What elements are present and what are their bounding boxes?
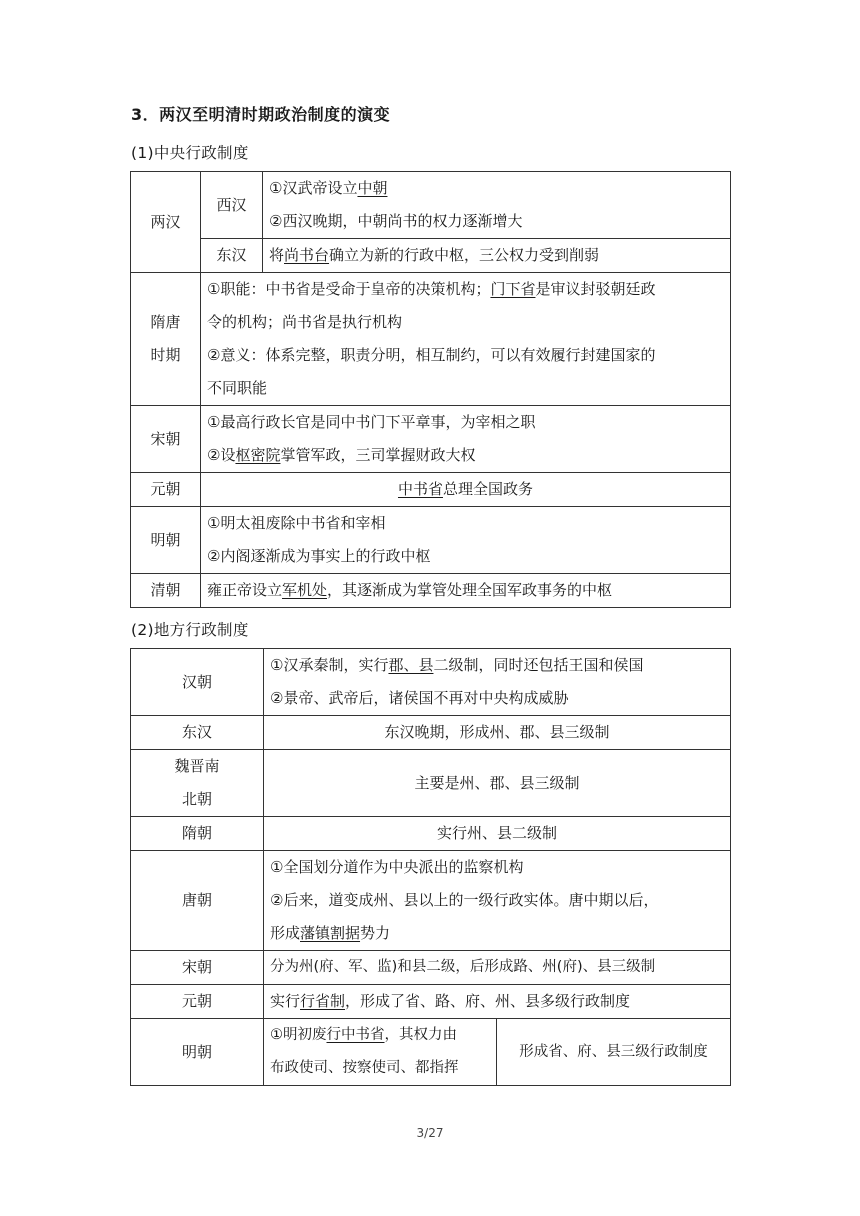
table-row [131,574,731,608]
table-row [131,817,731,851]
table-row [131,716,731,750]
content-cell: 分为州(府、军、监)和县二级，后形成路、州(府)、县三级制 [264,951,731,985]
table-row [131,951,731,985]
dynasty-cell: 清朝 [131,574,201,608]
dynasty-cell: 隋朝 [131,817,264,851]
table-row [131,750,731,817]
dynasty-cell: 明朝 [131,507,201,574]
table-row [131,507,731,574]
table-row [131,1019,731,1086]
content-cell: 中书省总理全国政务 [201,473,731,507]
central-admin-table [130,171,731,608]
content-cell: ①最高行政长官是同中书门下平章事，为宰相之职 ②设枢密院掌管军政，三司掌握财政大权 [201,406,731,473]
content-cell: ①汉承秦制，实行郡、县二级制，同时还包括王国和侯国 ②景帝、武帝后，诸侯国不再对中央构成威胁 [264,649,731,716]
dynasty-cell: 唐朝 [131,851,264,951]
content-cell: ①全国划分道作为中央派出的监察机构 ②后来，道变成州、县以上的一级行政实体。唐中期以后， 形成藩镇割据势力 [264,851,731,951]
content-cell: ①职能：中书省是受命于皇帝的决策机构；门下省是审议封驳朝廷政 令的机构；尚书省是执行机构 ②意义：体系完整，职责分明，相互制约，可以有效履行封建国家的 不同职能 [201,273,731,406]
dynasty-cell: 宋朝 [131,406,201,473]
table-row [131,985,731,1019]
table-row [131,172,731,239]
table-row [131,239,731,273]
content-cell: 雍正帝设立军机处，其逐渐成为掌管处理全国军政事务的中枢 [201,574,731,608]
content-cell: 形成省、府、县三级行政制度 [497,1019,731,1086]
table-row [131,406,731,473]
section-title: 3．两汉至明清时期政治制度的演变 [131,105,391,124]
central-heading: (1)中央行政制度 [131,144,249,162]
content-cell: 将尚书台确立为新的行政中枢，三公权力受到削弱 [263,239,731,273]
content-cell: 东汉晚期，形成州、郡、县三级制 [264,716,731,750]
table-row [131,851,731,951]
content-cell: 实行行省制，形成了省、路、府、州、县多级行政制度 [264,985,731,1019]
table-row [131,473,731,507]
content-cell: ①明太祖废除中书省和宰相 ②内阁逐渐成为事实上的行政中枢 [201,507,731,574]
content-cell: 实行州、县二级制 [264,817,731,851]
dynasty-cell: 元朝 [131,985,264,1019]
dynasty-cell: 西汉 [201,172,263,239]
dynasty-cell: 宋朝 [131,951,264,985]
dynasty-cell: 元朝 [131,473,201,507]
table-row [131,273,731,406]
dynasty-cell: 东汉 [131,716,264,750]
dynasty-cell: 明朝 [131,1019,264,1086]
dynasty-cell: 汉朝 [131,649,264,716]
content-cell: 主要是州、郡、县三级制 [264,750,731,817]
dynasty-cell: 两汉 [131,172,201,273]
dynasty-cell: 魏晋南 北朝 [131,750,264,817]
table-row [131,649,731,716]
dynasty-cell: 东汉 [201,239,263,273]
page-number: 3/27 [416,1126,444,1140]
local-admin-table [130,648,731,1086]
local-heading: (2)地方行政制度 [131,621,249,639]
dynasty-cell: 隋唐 时期 [131,273,201,406]
content-cell: ①汉武帝设立中朝 ②西汉晚期，中朝尚书的权力逐渐增大 [263,172,731,239]
content-cell: ①明初废行中书省，其权力由 布政使司、按察使司、都指挥 [264,1019,497,1086]
